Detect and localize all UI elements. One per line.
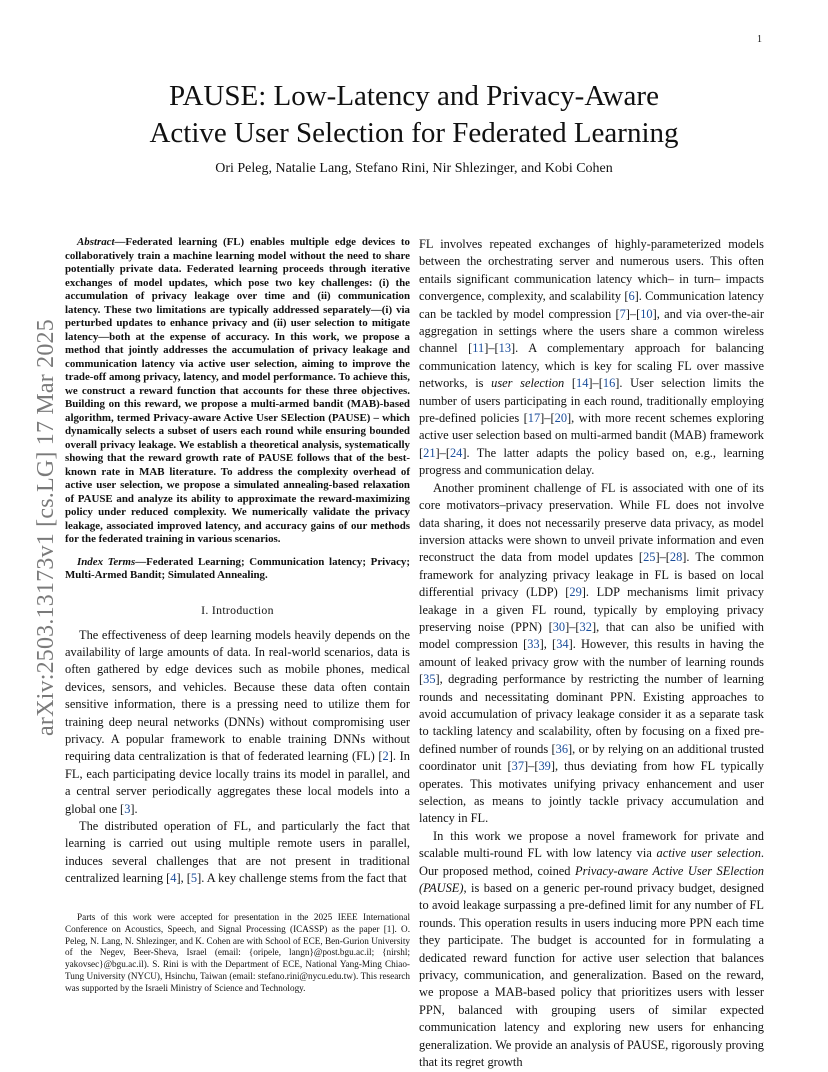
citation-link[interactable]: 33: [527, 637, 540, 652]
text-run: ]. A key challenge stems from the fact that: [197, 871, 407, 886]
citation-link[interactable]: 20: [554, 411, 568, 426]
title-line-1: PAUSE: Low-Latency and Privacy-Aware: [169, 80, 659, 112]
citation-link[interactable]: 29: [569, 585, 582, 600]
text-run: ]. In FL, each participating device locally trains its model in parallel, and a central server periodically aggregates these local models into a global one [: [65, 749, 410, 816]
text-run: ], with more recent schemes exploring active user selection based on multi-armed bandit (MAB) framework [: [419, 411, 764, 460]
italic-term: Privacy-aware Active User SElection (PAUSE): [419, 863, 764, 896]
citation-link[interactable]: 17: [527, 411, 541, 426]
citation-link[interactable]: 32: [579, 619, 592, 634]
text-run: ]. User selection limits the number of users participating in each round, traditionally employing pre-defined policies [: [419, 376, 765, 426]
index-terms-text: —Federated Learning; Communication latency; Privacy; Multi-Armed Bandit; Simulated Annealing.: [65, 555, 410, 581]
text-run: ], that can also be unified with model compression [: [419, 619, 764, 652]
text-run: The distributed operation of FL, and particularly the fact that learning is carried out using multiple remote users in parallel, induces several challenges that are not present in traditional centralized learning [: [65, 818, 410, 886]
citation-link[interactable]: 34: [556, 637, 569, 652]
text-run: ], [: [176, 871, 191, 886]
index-terms: [65, 556, 410, 583]
page-number: 1: [757, 34, 762, 45]
text-run: ], or by relying on an additional trusted coordinator unit [: [419, 741, 765, 774]
text-run: ]–[: [484, 341, 499, 356]
author-list: Ori Peleg, Natalie Lang, Stefano Rini, Nir Shlezinger, and Kobi Cohen: [215, 161, 613, 176]
intro-paragraph: [65, 627, 410, 818]
intro-paragraph: [65, 818, 410, 888]
citation-link[interactable]: 10: [640, 306, 653, 321]
arxiv-stamp-text: arXiv:2503.13173v1 [cs.LG] 17 Mar 2025: [32, 319, 59, 736]
left-column: [65, 236, 410, 888]
text-run: ].: [130, 801, 138, 816]
title-line-2: Active User Selection for Federated Learning: [149, 117, 679, 149]
text-run: , is based on a generic per-round privacy budget, designed to avoid leakage surpassing a pre-defined limit for any number of FL rounds. This operation results in users inducing more PPN each time they participate. The budget is accounted for in formulating a dedicated reward function for active user selection that balances privacy, communication, and generalization. Based on the reward, we propose a MAB-based policy that prioritizes users with lesser PPN, balanced with grouping users of similar expected communication latency and exploring new users for enhancing generalization. We provide an analysis of PAUSE, rigorously proving that its regret growth: [419, 881, 764, 1070]
text-run: ]–[: [540, 411, 555, 426]
abstract-text: —Federated learning (FL) enables multiple edge devices to collaboratively train a machine learning model without the need to share potentially private data. Federated learning proceeds through iterative exchanges of model updates, which pose two key challenges: (i) the accumulation of privacy leakage over time and (ii) communication latency. These two limitations are typically addressed separately—(i) via perturbed updates to enhance privacy and (ii) user selection to mitigate latency—both at the expense of accuracy. In this work, we propose a method that jointly addresses the accumulation of privacy leakage and communication latency via active user selection, aiming to improve the trade-off among privacy, latency, and model performance. To achieve this, we construct a reward function that accounts for these three objectives. Building on this reward, we propose a multi-armed bandit (MAB)-based algorithm, termed Privacy-aware Active User SElection (PAUSE) – which dynamically selects a subset of users each round while ensuring bounded overall privacy leakage. We establish a theoretical analysis, systematically showing that the reward growth rate of PAUSE follows that of the best-known rate in MAB literature. To address the complexity overhead of active user selection, we propose a simulated annealing-based relaxation of PAUSE and analyze its ability to approximate the reward-maximizing policy under reduced complexity. We numerically validate the privacy leakage, associated improved latency, and accuracy gains of our methods for the federated training in various scenarios.: [65, 236, 410, 545]
text-run: ], degrading performance by restricting the number of learning rounds and necessitating dominant PPN. Existing approaches to avoid accumulation of privacy leakage consider it as a separate task to tackling latency and scalability, often by focusing on a fixed pre-defined number of rounds [: [419, 672, 764, 756]
citation-link[interactable]: 37: [511, 759, 525, 774]
intro-paragraph: [419, 828, 764, 1072]
text-run: ]. A complementary approach for balancing communication latency, which is key for scaling FL over massive networks, is: [419, 341, 764, 391]
citation-link[interactable]: 6: [628, 289, 635, 304]
citation-link[interactable]: 13: [498, 341, 512, 356]
italic-term: active user selection: [656, 846, 761, 861]
text-run: ], thus deviating from how FL typically operates. This motivates unifying privacy enhancement and user selection, as means to jointly tackle privacy accumulation and latency in FL.: [419, 759, 764, 826]
index-terms-label: Index Terms: [77, 555, 136, 568]
text-run: . Our proposed method, coined: [419, 846, 764, 878]
text-run: ]. However, this results in having the amount of leaked privacy grow with the number of learning rounds [: [419, 637, 764, 687]
abstract-label: Abstract: [77, 236, 115, 248]
footnote: Parts of this work were accepted for presentation in the 2025 IEEE International Conference on Acoustics, Speech, and Signal Processing (ICASSP) as the paper [1]. O. Peleg, N. Lang, N. Shlezinger, and K. Cohen are with School of ECE, Ben-Gurion University of the Negev, Beer-Sheva, Israel (email: {oripele, langn}@post.bgu.ac.il; {nirshl; yakovsec}@bgu.ac.il). S. Rini is with the Department of ECE, National Yang-Ming Chiao-Tung University (NYCU), Hsinchu, Taiwan (email: stefano.rini@nycu.edu.tw). This research was supported by the Israeli Ministry of Science and Technology.: [65, 912, 410, 993]
citation-link[interactable]: 21: [423, 445, 436, 460]
text-run: FL involves repeated exchanges of highly-parameterized models between the orchestrating server and numerous users. This often entails significant communication latency which– in turn– impacts convergence, complexity, and scalability [: [419, 237, 764, 304]
citation-link[interactable]: 28: [669, 550, 683, 565]
text-run: ]. The latter adapts the policy based on, e.g., learning progress and communication delay.: [419, 445, 764, 478]
citation-link[interactable]: 11: [472, 341, 485, 356]
citation-link[interactable]: 14: [576, 376, 589, 391]
citation-link[interactable]: 30: [552, 619, 566, 634]
text-run: ], [: [539, 637, 557, 652]
right-column: [419, 236, 764, 1072]
text-run: ]–[: [588, 376, 603, 391]
citation-link[interactable]: 24: [449, 445, 463, 460]
text-run: In this work we propose a novel framework for private and scalable multi-round FL with low latency via: [419, 828, 764, 861]
citation-link[interactable]: 7: [619, 306, 626, 321]
text-run: ]. The common framework for analyzing privacy leakage in FL is based on local differential privacy (LDP) [: [419, 550, 764, 600]
text-run: Another prominent challenge of FL is associated with one of its core motivators–privacy preservation. While FL does not involve data sharing, it does not necessarily preserve data privacy, as model inversion attacks were shown to unveil private information and even reconstruct the data from model updates [: [419, 480, 764, 565]
text-run: ]–[: [524, 759, 539, 774]
citation-link[interactable]: 5: [190, 871, 198, 886]
intro-paragraph: [419, 236, 764, 480]
citation-link[interactable]: 39: [538, 759, 551, 774]
citation-link[interactable]: 36: [555, 741, 569, 756]
text-run: ]–[: [565, 619, 580, 634]
text-run: [: [564, 376, 577, 391]
text-run: ]–[: [435, 445, 450, 460]
section-heading-introduction: I. Introduction: [201, 602, 274, 617]
citation-link[interactable]: 2: [382, 749, 389, 764]
citation-link[interactable]: 16: [602, 376, 616, 391]
paper-title: [60, 78, 768, 152]
text-run: ]–[: [655, 550, 670, 565]
text-run: ]–[: [625, 306, 641, 321]
text-run: The effectiveness of deep learning models heavily depends on the availability of large amounts of data. In real-world scenarios, data is often gathered by edge devices such as mobile phones, medical devices, sensors, and vehicles. Because these data often contain sensitive information, there is a pressing need to utilize them for training deep neural networks (DNNs) without compromising user privacy. A popular framework to enable training DNNs without requiring data centralization is that of federated learning (FL) [: [65, 627, 410, 764]
citation-link[interactable]: 3: [124, 801, 131, 816]
intro-paragraph: [419, 480, 764, 828]
italic-term: user selection: [491, 376, 565, 391]
citation-link[interactable]: 25: [643, 550, 656, 565]
citation-link[interactable]: 35: [423, 672, 436, 687]
text-run: ], and via over-the-air aggregation in settings where the users share a common wireless channel [: [419, 306, 764, 356]
citation-link[interactable]: 4: [170, 871, 177, 886]
abstract: [65, 236, 410, 547]
text-run: ]. LDP mechanisms limit privacy leakage in a given FL round, typically by employing privacy preserving noise (PPN) [: [419, 585, 764, 634]
arxiv-identifier-stamp: [34, 290, 58, 765]
text-run: ]. Communication latency can be tackled by model compression [: [419, 289, 764, 321]
